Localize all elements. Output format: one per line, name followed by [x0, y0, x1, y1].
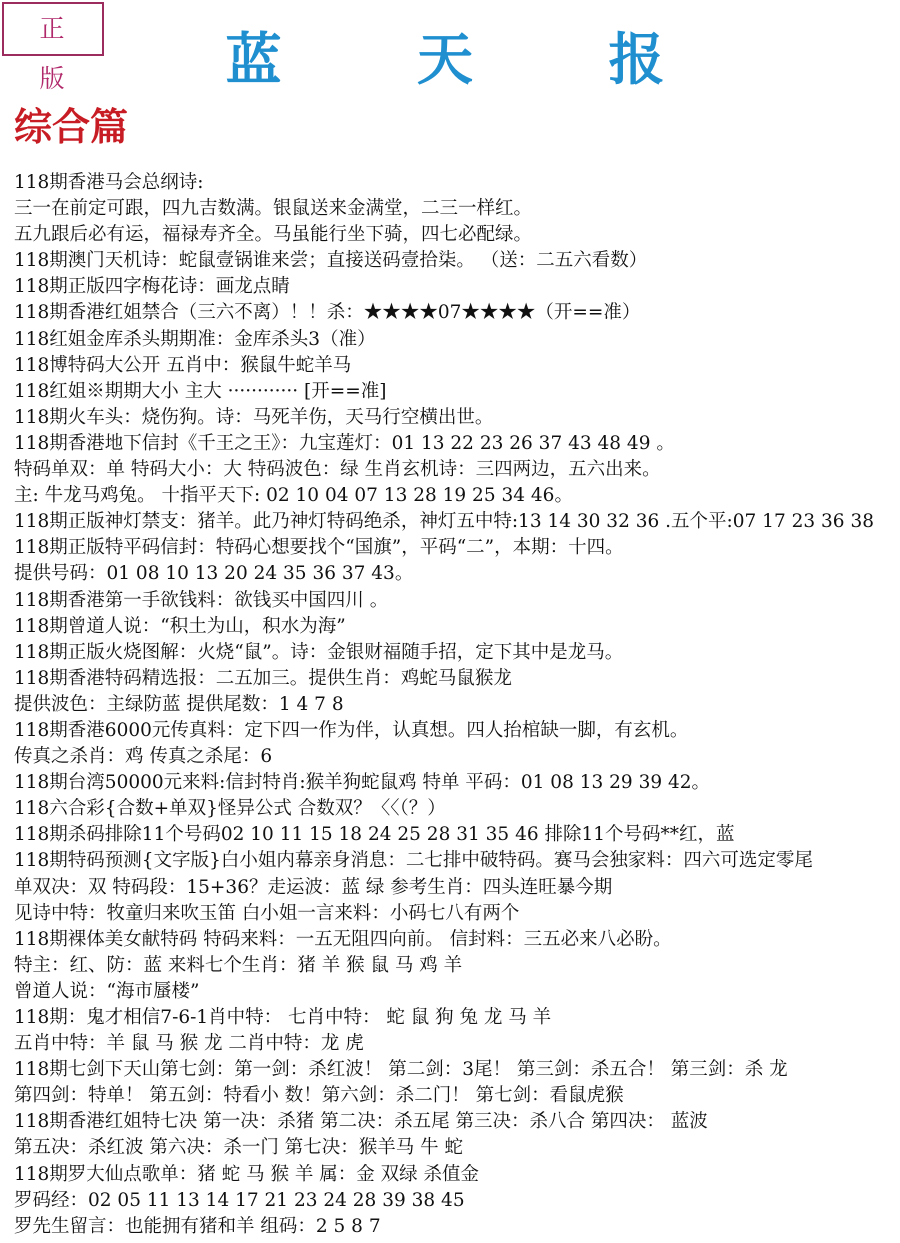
content-line: 118期正版火烧图解：火烧“鼠”。诗：金银财福随手招，定下其中是龙马。	[14, 641, 624, 663]
content-lines	[14, 170, 894, 1240]
content-line: 三一在前定可跟，四九吉数满。银鼠送来金满堂，二三一样红。	[14, 198, 533, 220]
content-line: 罗先生留言：也能拥有猪和羊 组码：2 5 8 7	[14, 1215, 381, 1237]
content-line: 118期香港第一手欲钱料：欲钱买中国四川 。	[14, 589, 389, 611]
content-line: 五肖中特：羊 鼠 马 猴 龙 二肖中特：龙 虎	[14, 1033, 364, 1055]
content-line: 118期香港马会总纲诗:	[14, 172, 204, 193]
content-line: 118红姐※期期大小 主大 ············ [开==准]	[14, 380, 387, 402]
content-line: 第五决：杀红波 第六决：杀一门 第七决：猴羊马 牛 蛇	[14, 1137, 464, 1159]
content-line: 118六合彩{合数+单双}怪异公式 合数双？〈〈（？）	[14, 798, 446, 820]
content-line: 118期：鬼才相信7-6-1肖中特： 七肖中特： 蛇 鼠 狗 兔 龙 马 羊	[14, 1007, 552, 1028]
content-line: 传真之杀肖：鸡 传真之杀尾：6	[14, 746, 273, 768]
content-line: 118期杀码排除11个号码02 10 11 15 18 24 25 28 31 35 46 排除11个号码**红，蓝	[14, 824, 735, 846]
content-line: 118期裸体美女献特码 特码来料：一五无阻四向前。 信封料：三五必来八必盼。	[14, 928, 672, 950]
content-line: 118期正版特平码信封：特码心想要找个“国旗”，平码“二”，本期：十四。	[14, 537, 624, 559]
content-line: 118期正版四字梅花诗：画龙点睛	[14, 276, 290, 298]
content-line: 118期正版神灯禁支：猪羊。此乃神灯特码绝杀，神灯五中特:13 14 30 32 36 .五个平:07 17 23 36 38	[14, 511, 874, 533]
content-line: 主: 牛龙马鸡兔。 十指平天下: 02 10 04 07 13 28 19 25 34 46。	[14, 485, 573, 507]
content-line: 118红姐金库杀头期期准：金库杀头3（准）	[14, 328, 376, 350]
content-line: 罗码经：02 05 11 13 14 17 21 23 24 28 39 38 45	[14, 1189, 465, 1211]
content-line: 118期罗大仙点歌单：猪 蛇 马 猴 羊 属：金 双绿 杀值金	[14, 1163, 479, 1185]
content-line: 单双决：双 特码段：15+36？走运波：蓝 绿 参考生肖：四头连旺暴今期	[14, 876, 613, 898]
content-line: 118期香港特码精选报：二五加三。提供生肖：鸡蛇马鼠猴龙	[14, 667, 512, 689]
content-line: 第四剑：特单！ 第五剑：特看小 数！第六剑：杀二门！ 第七剑：看鼠虎猴	[14, 1085, 624, 1107]
content-line: 118期曾道人说：“积土为山，积水为海”	[14, 615, 346, 637]
content-line: 118期香港地下信封《千王之王》：九宝莲灯：01 13 22 23 26 37 43 48 49 。	[14, 432, 675, 454]
content-line: 见诗中特：牧童归来吹玉笛 白小姐一言来料：小码七八有两个	[14, 902, 520, 924]
content-line: 提供号码：01 08 10 13 20 24 35 36 37 43。	[14, 563, 414, 585]
section-heading: 综合篇	[14, 104, 129, 149]
content-line: 118期特码预测{文字版}白小姐内幕亲身消息：二七排中破特码。赛马会独家料：四六可选定零尾	[14, 850, 813, 872]
content-line: 118博特码大公开 五肖中：猴鼠牛蛇羊马	[14, 354, 352, 376]
edition-stamp: 正 版	[2, 2, 104, 56]
content-line: 118期香港6000元传真料：定下四一作为伴，认真想。四人抬棺缺一脚，有玄机。	[14, 719, 689, 741]
content-line: 118期火车头：烧伤狗。诗：马死羊伤，天马行空横出世。	[14, 406, 494, 428]
content-line: 118期香港红姐禁合（三六不离）！！杀：★★★★07★★★★（开==准）	[14, 302, 641, 324]
content-line: 118期七剑下天山第七剑：第一剑：杀红波！ 第二剑：3尾！ 第三剑：杀五合！ 第三剑：杀 龙	[14, 1059, 788, 1081]
newspaper-title: 蓝 天 报	[225, 27, 723, 93]
content-line: 118期台湾50000元来料:信封特肖:猴羊狗蛇鼠鸡 特单 平码：01 08 13 29 39 42。	[14, 772, 711, 794]
content-line: 特主：红、防：蓝 来料七个生肖：猪 羊 猴 鼠 马 鸡 羊	[14, 954, 463, 976]
content-line: 特码单双：单 特码大小：大 特码波色：绿 生肖玄机诗：三四两边，五六出来。	[14, 459, 661, 481]
content-line: 五九跟后必有运，福禄寿齐全。马虽能行坐下骑，四七必配绿。	[14, 224, 533, 246]
content-line: 提供波色：主绿防蓝 提供尾数：1 4 7 8	[14, 693, 344, 715]
content-line: 118期香港红姐特七决 第一决：杀猪 第二决：杀五尾 第三决：杀八合 第四决： 蓝波	[14, 1111, 708, 1133]
content-line: 118期澳门天机诗：蛇鼠壹锅谁来尝；直接送码壹拾柒。 （送：二五六看数）	[14, 250, 648, 272]
content-line: 曾道人说：“海市蜃楼”	[14, 980, 200, 1002]
